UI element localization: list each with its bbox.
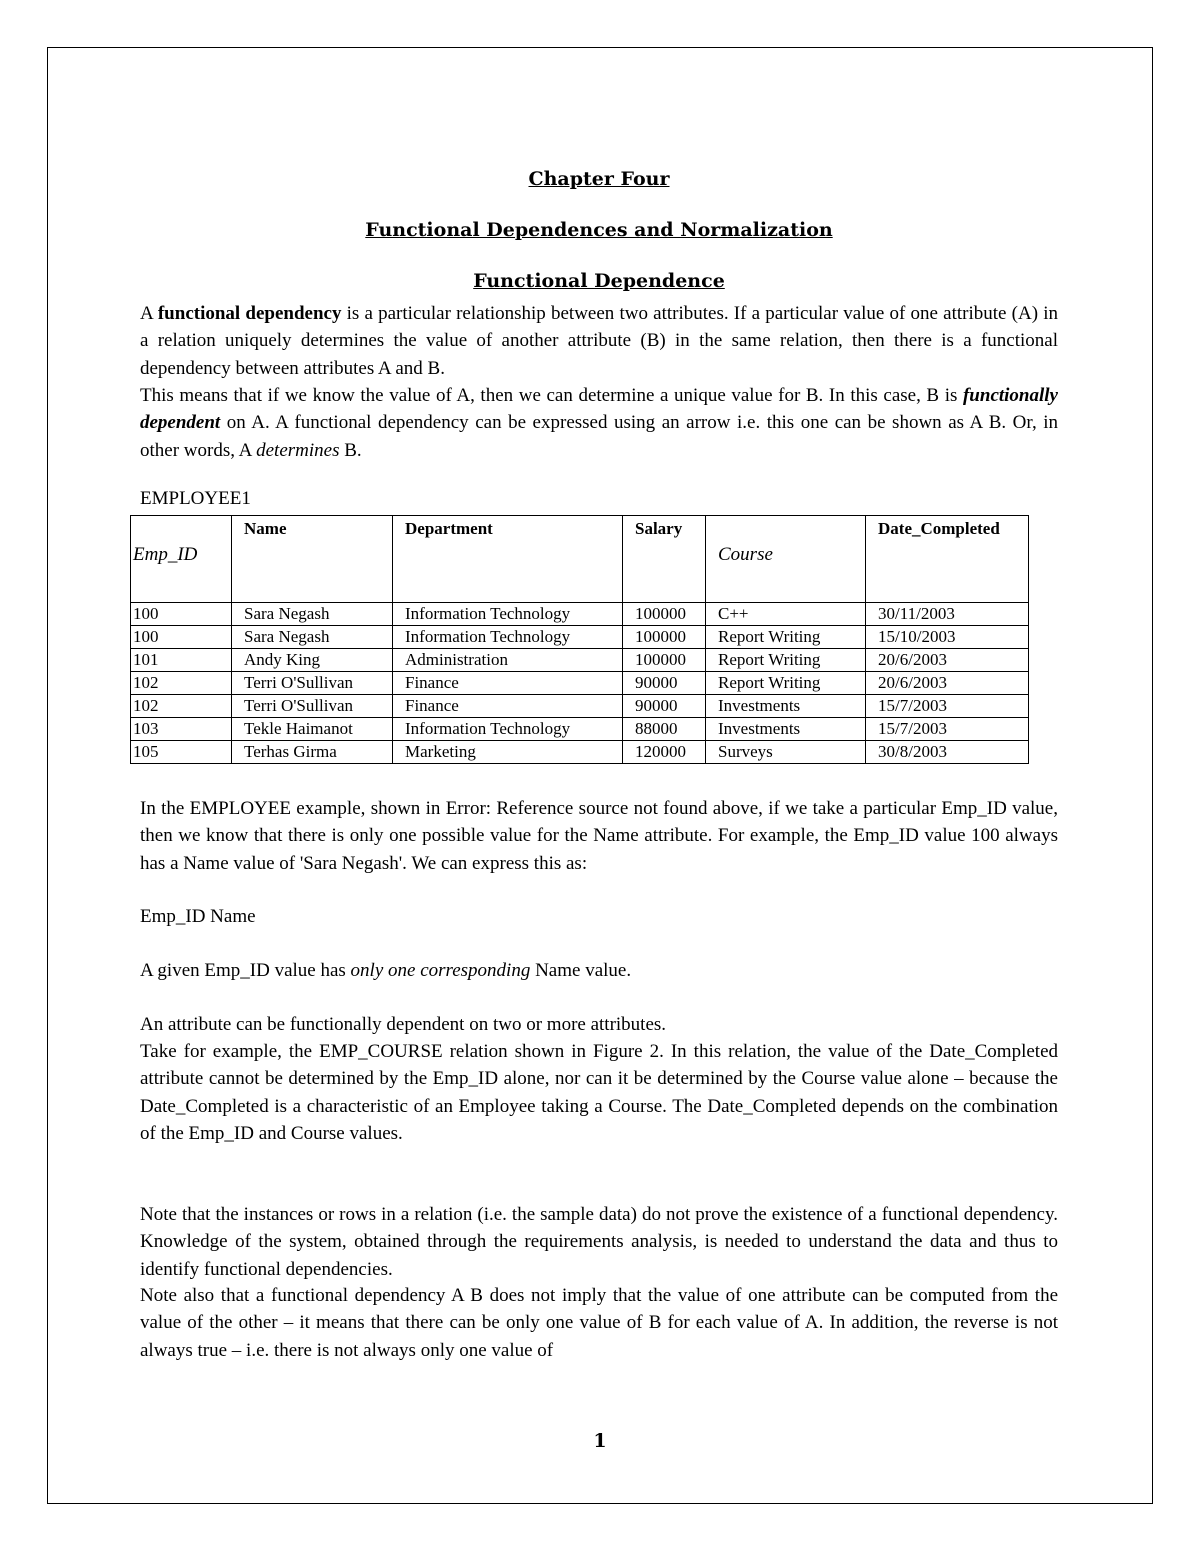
cell-course: Report Writing bbox=[706, 649, 866, 672]
cell-date-completed: 20/6/2003 bbox=[866, 672, 1029, 695]
cell-department: Information Technology bbox=[393, 603, 623, 626]
cell-department: Information Technology bbox=[393, 718, 623, 741]
header-date-completed: Date_Completed bbox=[866, 516, 1029, 603]
table-row bbox=[131, 672, 1029, 695]
cell-course: C++ bbox=[706, 603, 866, 626]
cell-emp-id: 102 bbox=[131, 695, 232, 718]
cell-name: Sara Negash bbox=[232, 626, 393, 649]
cell-emp-id: 101 bbox=[131, 649, 232, 672]
table-row bbox=[131, 649, 1029, 672]
cell-salary: 90000 bbox=[623, 695, 706, 718]
cell-name: Terri O'Sullivan bbox=[232, 672, 393, 695]
cell-course: Surveys bbox=[706, 741, 866, 764]
cell-department: Finance bbox=[393, 672, 623, 695]
table-row bbox=[131, 603, 1029, 626]
cell-salary: 100000 bbox=[623, 626, 706, 649]
table-label: EMPLOYEE1 bbox=[140, 488, 251, 509]
paragraph-definition: A functional dependency is a particular relationship between two attributes. If a particular value of one attribute (A) in a relation uniquely determines the value of another attribute (B) in the same relation, then there is a functional dependency between attributes A and B. bbox=[140, 303, 1058, 379]
header-course: Course bbox=[706, 516, 866, 603]
cell-department: Finance bbox=[393, 695, 623, 718]
cell-date-completed: 15/7/2003 bbox=[866, 695, 1029, 718]
term-functional-dependency: functional dependency bbox=[157, 303, 342, 324]
cell-department: Information Technology bbox=[393, 626, 623, 649]
cell-course: Report Writing bbox=[706, 626, 866, 649]
term-determines: determines bbox=[256, 439, 340, 461]
cell-salary: 88000 bbox=[623, 718, 706, 741]
header-salary: Salary bbox=[623, 516, 706, 603]
cell-date-completed: 30/11/2003 bbox=[866, 603, 1029, 626]
subsection-title: Functional Dependence bbox=[473, 270, 725, 292]
table-row bbox=[131, 695, 1029, 718]
cell-name: Terri O'Sullivan bbox=[232, 695, 393, 718]
cell-date-completed: 20/6/2003 bbox=[866, 649, 1029, 672]
fd-expression: Emp_ID Name bbox=[140, 906, 256, 927]
cell-date-completed: 15/7/2003 bbox=[866, 718, 1029, 741]
table-row bbox=[131, 741, 1029, 764]
cell-name: Terhas Girma bbox=[232, 741, 393, 764]
paragraph-employee-example: In the EMPLOYEE example, shown in Error: Reference source not found above, if we take a particular Emp_ID value, then we know that there is only one possible value for the Name attribute. For example, the Emp_ID value 100 always has a Name value of 'Sara Negash'. We can express this as: bbox=[140, 798, 1058, 874]
section-title: Functional Dependences and Normalization bbox=[365, 219, 833, 241]
paragraph-explanation: This means that if we know the value of A, then we can determine a unique value for B. In this case, B is functionally dependent on A. A functional dependency can be expressed using an arrow i.e. this one can be shown as A B. Or, in other words, A determines B. bbox=[140, 385, 1058, 461]
paragraph-instances-note: Note that the instances or rows in a relation (i.e. the sample data) do not prove the existence of a functional dependency. Knowledge of the system, obtained through the requirements analysis, is needed to understand the data and thus to identify functional dependencies. bbox=[140, 1204, 1058, 1280]
cell-course: Investments bbox=[706, 718, 866, 741]
paragraph-multiple-attributes: An attribute can be functionally dependent on two or more attributes. bbox=[140, 1014, 667, 1035]
cell-emp-id: 105 bbox=[131, 741, 232, 764]
cell-emp-id: 102 bbox=[131, 672, 232, 695]
chapter-title: Chapter Four bbox=[528, 168, 670, 190]
paragraph-computed-note: Note also that a functional dependency A B does not imply that the value of one attribute can be computed from the value of the other – it means that there can be only one value of B for each value of A. In addition, the reverse is not always true – i.e. there is not always only one value of bbox=[140, 1285, 1058, 1361]
paragraph-emp-course: Take for example, the EMP_COURSE relation shown in Figure 2. In this relation, the value of the Date_Completed attribute cannot be determined by the Emp_ID alone, nor can it be determined by the Course value alone – because the Date_Completed is a characteristic of an Employee taking a Course. The Date_Completed depends on the combination of the Emp_ID and Course values. bbox=[140, 1041, 1058, 1144]
page-number: 1 bbox=[593, 1430, 607, 1452]
cell-emp-id: 100 bbox=[131, 603, 232, 626]
employee-table bbox=[130, 515, 1029, 764]
cell-salary: 100000 bbox=[623, 649, 706, 672]
table-row bbox=[131, 718, 1029, 741]
cell-emp-id: 100 bbox=[131, 626, 232, 649]
cell-name: Andy King bbox=[232, 649, 393, 672]
table-header-row bbox=[131, 516, 1029, 603]
cell-name: Tekle Haimanot bbox=[232, 718, 393, 741]
cell-date-completed: 15/10/2003 bbox=[866, 626, 1029, 649]
cell-salary: 120000 bbox=[623, 741, 706, 764]
header-department: Department bbox=[393, 516, 623, 603]
cell-department: Administration bbox=[393, 649, 623, 672]
table-row bbox=[131, 626, 1029, 649]
cell-date-completed: 30/8/2003 bbox=[866, 741, 1029, 764]
cell-course: Investments bbox=[706, 695, 866, 718]
cell-salary: 90000 bbox=[623, 672, 706, 695]
cell-salary: 100000 bbox=[623, 603, 706, 626]
term-functionally-dependent: functionally dependent bbox=[140, 385, 1058, 434]
cell-emp-id: 103 bbox=[131, 718, 232, 741]
header-emp-id: Emp_ID bbox=[131, 516, 232, 603]
header-name: Name bbox=[232, 516, 393, 603]
cell-name: Sara Negash bbox=[232, 603, 393, 626]
paragraph-one-corresponding: A given Emp_ID value has only one corresponding Name value. bbox=[140, 960, 632, 981]
cell-department: Marketing bbox=[393, 741, 623, 764]
cell-course: Report Writing bbox=[706, 672, 866, 695]
